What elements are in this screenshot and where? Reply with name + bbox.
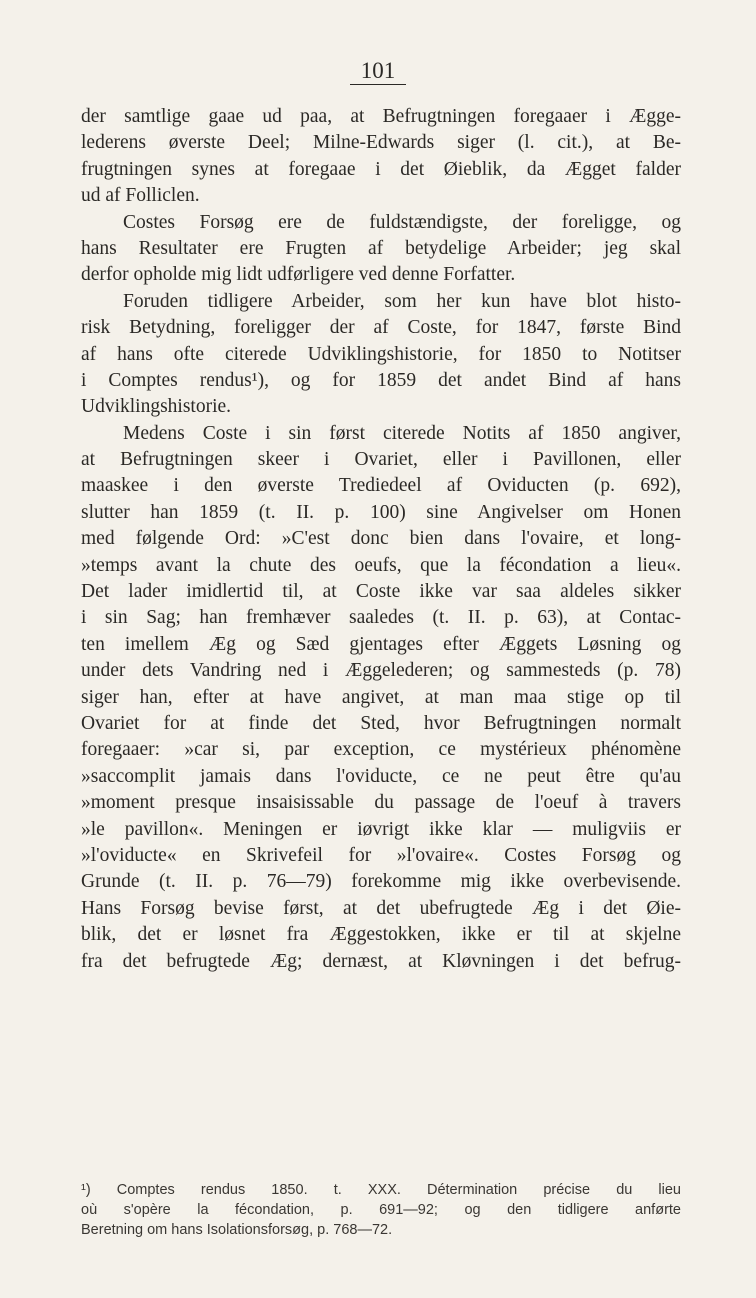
text-line: derfor opholde mig lidt udførligere ved denne Forfatter. — [81, 264, 516, 286]
footnote-line: ¹) Comptes rendus 1850. t. XXX. Détermination précise du lieu — [81, 1182, 681, 1198]
text-line: foregaaer: »car si, par exception, ce mystérieux phénomène — [81, 739, 681, 761]
text-line: blik, det er løsnet fra Æggestokken, ikke er til at skjelne — [81, 924, 681, 946]
text-line: der samtlige gaae ud paa, at Befrugtningen foregaaer i Ægge- — [81, 106, 681, 127]
page-number: 101 — [350, 58, 406, 85]
text-line: af hans ofte citerede Udviklingshistorie, for 1850 to Notitser — [81, 343, 681, 365]
text-line: Costes Forsøg ere de fuldstændigste, der foreligge, og — [123, 211, 681, 233]
text-line: hans Resultater ere Frugten af betydelige Arbeider; jeg skal — [81, 237, 681, 259]
text-line: at Befrugtningen skeer i Ovariet, eller i Pavillonen, eller — [81, 449, 681, 471]
text-line: maaskee i den øverste Trediedeel af Oviducten (p. 692), — [81, 475, 681, 497]
footnotes — [81, 1180, 681, 1240]
text-line: siger han, efter at have angivet, at man maa stige op til — [81, 686, 681, 708]
text-line: Medens Coste i sin først citerede Notits af 1850 angiver, — [123, 422, 681, 444]
text-line: fra det befrugtede Æg; dernæst, at Kløvningen i det befrug- — [81, 950, 681, 972]
text-line: »moment presque insaisissable du passage de l'oeuf à travers — [81, 792, 681, 814]
footnote-line: Beretning om hans Isolationsforsøg, p. 768—72. — [81, 1222, 393, 1238]
text-line: »saccomplit jamais dans l'oviducte, ce ne peut être qu'au — [81, 765, 681, 787]
text-line: i sin Sag; han fremhæver saaledes (t. II. p. 63), at Contac- — [81, 607, 681, 629]
text-line: ten imellem Æg og Sæd gjentages efter Æggets Løsning og — [81, 633, 681, 655]
text-line: »l'oviducte« en Skrivefeil for »l'ovaire«. Costes Forsøg og — [81, 844, 681, 866]
text-line: slutter han 1859 (t. II. p. 100) sine Angivelser om Honen — [81, 501, 681, 523]
text-line: ud af Folliclen. — [81, 185, 200, 207]
text-line: Udviklingshistorie. — [81, 396, 232, 418]
text-line: »temps avant la chute des oeufs, que la fécondation a lieu«. — [81, 554, 681, 576]
text-line: Ovariet for at finde det Sted, hvor Befrugtningen normalt — [81, 712, 681, 734]
text-line: Foruden tidligere Arbeider, som her kun have blot histo- — [123, 290, 681, 312]
footnote-line: où s'opère la fécondation, p. 691—92; og den tidligere anførte — [81, 1202, 681, 1218]
text-line: med følgende Ord: »C'est donc bien dans l'ovaire, et long- — [81, 528, 681, 550]
text-line: »le pavillon«. Meningen er iøvrigt ikke klar — muligviis er — [81, 818, 681, 840]
text-line: i Comptes rendus¹), og for 1859 det andet Bind af hans — [81, 369, 681, 391]
text-line: risk Betydning, foreligger der af Coste, for 1847, første Bind — [81, 317, 681, 339]
text-line: Det lader imidlertid til, at Coste ikke var saa aldeles sikker — [81, 581, 681, 603]
text-line: lederens øverste Deel; Milne-Edwards siger (l. cit.), at Be- — [81, 132, 681, 154]
text-line: Hans Forsøg bevise først, at det ubefrugtede Æg i det Øie- — [81, 897, 681, 919]
text-line: frugtningen synes at foregaae i det Øieblik, da Ægget falder — [81, 158, 681, 180]
body-text — [81, 104, 681, 975]
text-line: under dets Vandring ned i Æggelederen; og sammesteds (p. 78) — [81, 660, 681, 682]
text-line: Grunde (t. II. p. 76—79) forekomme mig ikke overbevisende. — [81, 871, 681, 893]
